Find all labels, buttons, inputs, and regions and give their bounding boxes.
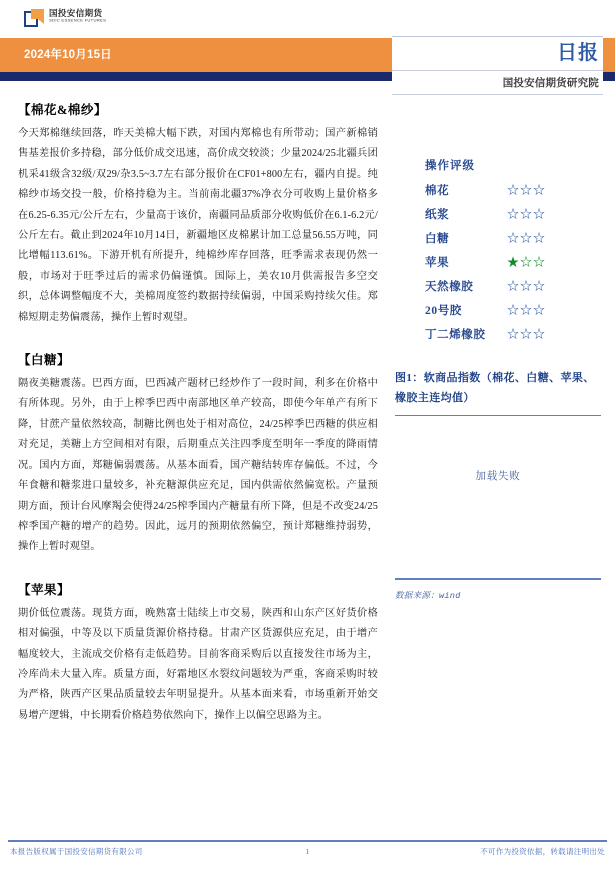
logo-bar: [0, 0, 615, 38]
institute-name: 国投安信期货研究院: [502, 77, 599, 89]
section-body-sugar: 隔夜美糖震荡。巴西方面，巴西减产题材已经炒作了一段时间，利多在价格中有所体现。另外，由于上榨季巴西中南部地区单产较高，即使今年单产有所下降，甘蔗产量依然较高，制糖比例也处于相对高位，24/25榨季巴西糖的供应相对充足，美糖上方空间相对有限，后期重点关注四季度至明年一季度的降雨情况。国内方面，郑糖偏弱震荡。从基本面看，国产糖结转库存偏低。不过，今年食糖和糖浆进口量较多，补充糖源供应充足，国内供需依然偏宽松。产量预期方面，预计台风摩羯会使得24/25榨季国内产糖量有所下降，但是不改变24/25榨季国产糖的增产的趋势。因此，远月的预期依然偏空，预计郑糖维持弱势，操作上暂时观望。: [18, 378, 378, 553]
footer-disclaimer: 不可作为投资依据，转载请注明出处: [480, 847, 605, 856]
footer-rule: [8, 840, 607, 842]
rating-rows-container: [395, 182, 601, 342]
star-outline-icon: ☆: [533, 255, 547, 269]
rating-row: [425, 326, 601, 342]
report-date: 2024年10月15日: [24, 49, 112, 61]
star-outline-icon: ☆: [520, 327, 534, 341]
footer-page-number: 1: [305, 847, 310, 856]
rating-product-name: 丁二烯橡胶: [425, 329, 486, 341]
logo-name-cn: 国投安信期货: [49, 8, 103, 18]
rating-row: [425, 230, 601, 246]
logo-text: [49, 9, 106, 23]
star-outline-icon: ☆: [507, 303, 521, 317]
star-outline-icon: ☆: [520, 279, 534, 293]
section-heading-cotton: 【棉花&棉纱】: [18, 103, 107, 117]
sidebar-column: [395, 105, 601, 601]
footer-copyright: 本报告版权属于国投安信期货有限公司: [10, 847, 143, 856]
star-filled-icon: ★: [507, 255, 521, 269]
company-logo: [24, 9, 106, 29]
star-outline-icon: ☆: [507, 207, 521, 221]
star-outline-icon: ☆: [520, 231, 534, 245]
section-heading-apple: 【苹果】: [18, 582, 71, 597]
rating-product-name: 纸浆: [425, 209, 450, 221]
logo-name-en: SDIC ESSENCE FUTURES: [49, 17, 107, 23]
rating-stars: [507, 256, 546, 268]
star-outline-icon: ☆: [533, 231, 547, 245]
section-heading-sugar: 【白糖】: [18, 353, 71, 368]
rating-stars: [507, 184, 546, 196]
page-title: 日报: [557, 42, 599, 64]
star-outline-icon: ☆: [507, 231, 521, 245]
rating-stars: [507, 304, 546, 316]
rating-product-name: 白糖: [425, 233, 450, 245]
figure-data-source: 数据来源：wind: [395, 590, 461, 601]
rating-row: [425, 182, 601, 198]
star-outline-icon: ☆: [533, 327, 547, 341]
rating-row: [425, 254, 601, 270]
star-outline-icon: ☆: [533, 183, 547, 197]
star-outline-icon: ☆: [520, 207, 534, 221]
figure-rule-bottom: [395, 578, 601, 580]
rating-table-title: 操作评级: [425, 160, 475, 172]
rating-product-name: 天然橡胶: [425, 281, 474, 293]
rating-stars: [507, 280, 546, 292]
rating-row: [425, 206, 601, 222]
star-outline-icon: ☆: [507, 279, 521, 293]
rating-product-name: 苹果: [425, 257, 450, 269]
figure-caption: 图1：软商品指数（棉花、白糖、苹果、橡胶主连均值）: [395, 372, 595, 405]
star-outline-icon: ☆: [533, 207, 547, 221]
star-outline-icon: ☆: [520, 255, 534, 269]
rating-product-name: 棉花: [425, 185, 450, 197]
page-footer: [10, 846, 605, 857]
rating-row: [425, 302, 601, 318]
star-outline-icon: ☆: [533, 279, 547, 293]
header-title-card: [392, 36, 603, 95]
star-outline-icon: ☆: [507, 327, 521, 341]
figure-image-area: [395, 416, 601, 578]
star-outline-icon: ☆: [507, 183, 521, 197]
star-outline-icon: ☆: [533, 303, 547, 317]
operation-rating-table: [395, 157, 601, 342]
rating-stars: [507, 328, 546, 340]
content-area: [0, 95, 615, 815]
star-outline-icon: ☆: [520, 303, 534, 317]
section-body-apple: 期价低位震荡。现货方面，晚熟富士陆续上市交易，陕西和山东产区好货价格相对偏强，中等及以下质量货源价格持稳。甘肃产区货源供应充足，由于增产幅度较大，主流成交价格有走低趋势。目前客商采购后以直接发往市场为主，冷库尚未大量入库。质量方面，好霜地区水裂纹问题较为严重，客商采购时较为严格，陕西产区果品质量较去年明显提升。从基本面来看，市场重新开始交易增产逻辑，中长期看价格趋势依然向下，操作上以偏空思路为主。: [18, 607, 378, 721]
rating-row: [425, 278, 601, 294]
star-outline-icon: ☆: [520, 183, 534, 197]
square-logo-icon: [24, 9, 44, 29]
article-column: [18, 100, 378, 726]
rating-stars: [507, 208, 546, 220]
section-body-cotton: 今天郑棉继续回落，昨天美棉大幅下跌，对国内郑棉也有所带动；国产新棉销售基差报价多持稳，部分低价成交迅速，高价成交较淡；少量2024/25北疆兵团机采41级含32级/双29/杂3.5~3.7左右部分报价在CF01+800左右，疆内自提。纯棉纱市场交投一般，价格持稳为主。当前南北疆37%净衣分可收购上量价格多在6.25-6.35元/公斤左右，少量高于该价，南疆同品质部分收购低价在6.1-6.2元/公斤左右。截止到2024年10月14日，新疆地区皮棉累计加工总量56.55万吨，同比增幅113.61%。下游开机有所提升，纯棉纱库存回落，旺季需求表现仍然一般，市场对于旺季过后的需求仍偏谨慎。国际上，美农10月供需报告多空交织，总体调整幅度不大，美棉周度签约数据持续偏弱，中国采购持续欠佳。郑棉短期走势偏震荡，操作上暂时观望。: [18, 128, 378, 323]
figure-load-failed-text: 加载失败: [475, 471, 521, 483]
rating-product-name: 20号胶: [425, 305, 462, 317]
rating-stars: [507, 232, 546, 244]
